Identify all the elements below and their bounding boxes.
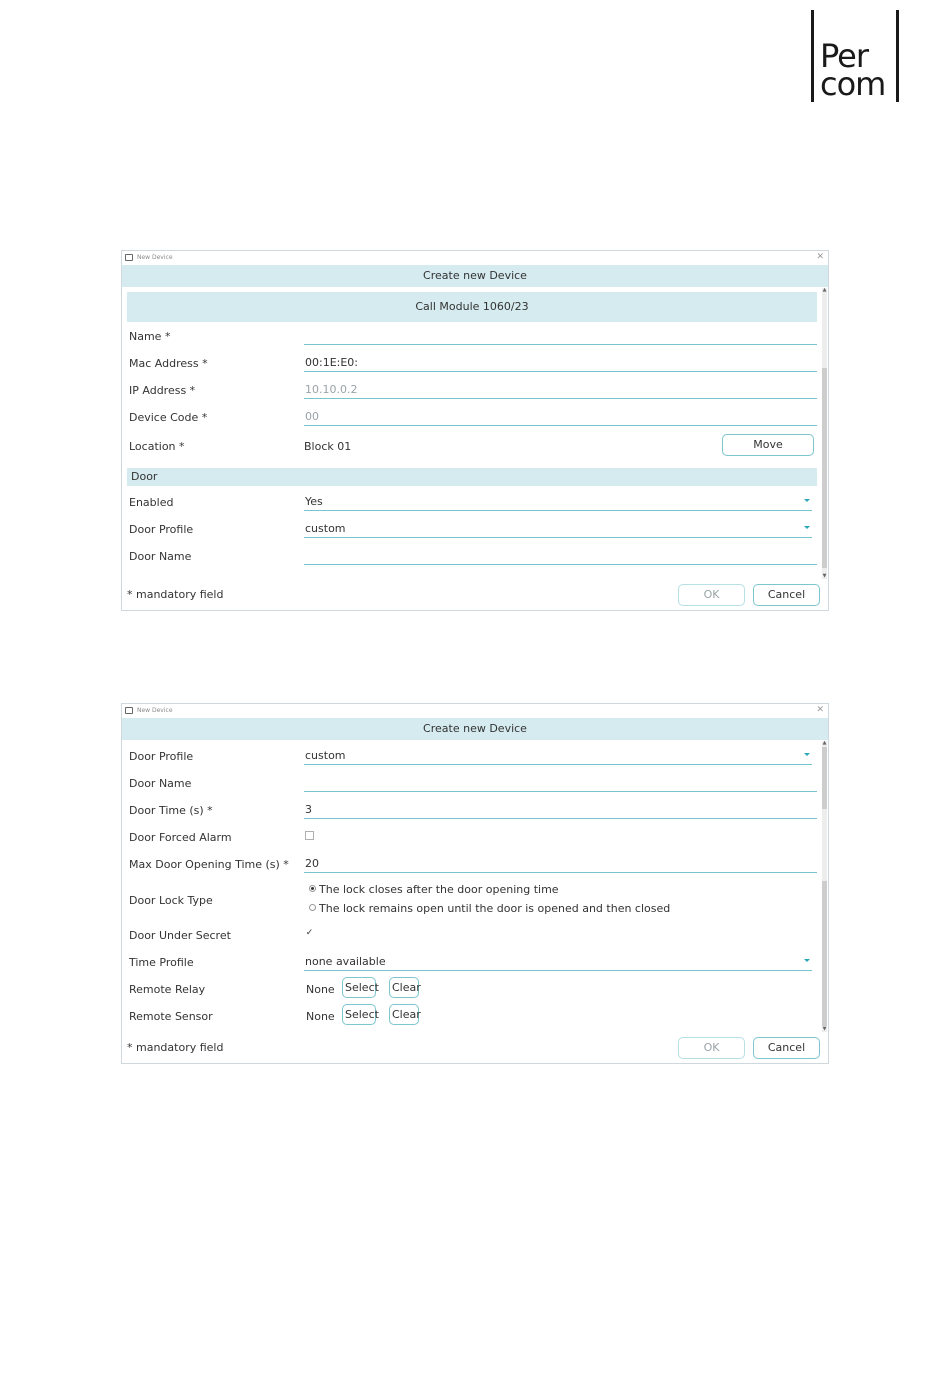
cancel-button[interactable]: Cancel (753, 584, 820, 606)
door-time-label: Door Time (s) * (129, 804, 213, 817)
cancel-button[interactable]: Cancel (753, 1037, 820, 1059)
enabled-dropdown[interactable] (304, 493, 812, 511)
enabled-value: Yes (305, 495, 323, 508)
location-value: Block 01 (304, 440, 352, 453)
lock-option-1-label[interactable]: The lock closes after the door opening time (319, 883, 559, 896)
remote-sensor-label: Remote Sensor (129, 1010, 213, 1023)
scroll-up-icon[interactable]: ▲ (822, 287, 827, 293)
logo-left-bar (811, 10, 814, 102)
device-model-banner: Call Module 1060/23 (127, 292, 817, 322)
remote-sensor-clear-button[interactable]: Clear (389, 1004, 419, 1025)
logo-right-bar (896, 10, 899, 102)
app-icon (125, 707, 133, 714)
window-title: New Device (137, 254, 173, 261)
door-name-label: Door Name (129, 550, 192, 563)
scroll-thumb[interactable] (822, 368, 827, 568)
time-profile-dropdown[interactable] (304, 953, 812, 971)
chevron-down-icon (804, 959, 810, 962)
door-profile-dropdown[interactable] (304, 747, 812, 765)
location-label: Location * (129, 440, 185, 453)
window-titlebar (122, 251, 828, 265)
door-under-secret-checkbox[interactable]: ✓ (305, 928, 314, 938)
logo-line-2: com (820, 65, 886, 103)
chevron-down-icon (804, 526, 810, 529)
remote-relay-label: Remote Relay (129, 983, 206, 996)
dialog-content (127, 289, 817, 579)
remote-relay-clear-button[interactable]: Clear (389, 977, 419, 998)
door-profile-label: Door Profile (129, 750, 194, 763)
door-lock-type-label: Door Lock Type (129, 894, 213, 907)
door-profile-value: custom (305, 522, 346, 535)
door-name-field[interactable] (304, 547, 817, 565)
enabled-label: Enabled (129, 496, 174, 509)
scroll-down-icon[interactable]: ▼ (822, 1026, 827, 1032)
ipercom-logo (809, 10, 901, 104)
door-profile-dropdown[interactable] (304, 520, 812, 538)
close-icon[interactable]: ✕ (816, 252, 824, 262)
device-code-field[interactable]: 00 (304, 408, 817, 426)
move-button[interactable]: Move (722, 434, 814, 456)
door-forced-alarm-checkbox[interactable] (305, 831, 314, 840)
door-name-label: Door Name (129, 777, 192, 790)
dialog-content (127, 742, 817, 1032)
remote-sensor-select-button[interactable]: Select (342, 1004, 376, 1025)
door-under-secret-label: Door Under Secret (129, 929, 231, 942)
scrollbar[interactable] (822, 288, 827, 579)
chevron-down-icon (804, 753, 810, 756)
scroll-up-icon[interactable]: ▲ (822, 740, 827, 746)
door-section-header: Door (127, 468, 817, 486)
door-profile-label: Door Profile (129, 523, 194, 536)
remote-relay-select-button[interactable]: Select (342, 977, 376, 998)
name-label: Name * (129, 330, 171, 343)
mac-address-label: Mac Address * (129, 357, 208, 370)
device-code-label: Device Code * (129, 411, 208, 424)
remote-relay-value: None (306, 983, 335, 996)
time-profile-value: none available (305, 955, 386, 968)
lock-option-2-label[interactable]: The lock remains open until the door is opened and then closed (319, 902, 671, 915)
ip-address-label: IP Address * (129, 384, 196, 397)
max-opening-time-label: Max Door Opening Time (s) * (129, 858, 289, 871)
app-icon (125, 254, 133, 261)
dialog-header: Create new Device (122, 718, 828, 740)
time-profile-label: Time Profile (129, 956, 194, 969)
close-icon[interactable]: ✕ (816, 705, 824, 715)
lock-option-1-radio[interactable] (309, 885, 316, 892)
mac-address-field[interactable]: 00:1E:E0: (304, 354, 817, 372)
chevron-down-icon (804, 499, 810, 502)
new-device-dialog-1 (121, 250, 829, 611)
mandatory-field-note: * mandatory field (127, 1041, 224, 1054)
ok-button[interactable]: OK (678, 1037, 745, 1059)
logo-line-1: Per (820, 37, 868, 75)
door-profile-value: custom (305, 749, 346, 762)
lock-option-2-radio[interactable] (309, 904, 316, 911)
dialog-header: Create new Device (122, 265, 828, 287)
name-field[interactable] (304, 327, 817, 345)
ok-button[interactable]: OK (678, 584, 745, 606)
new-device-dialog-2 (121, 703, 829, 1064)
scroll-down-icon[interactable]: ▼ (822, 573, 827, 579)
scroll-thumb-lower[interactable] (822, 881, 827, 1026)
max-opening-time-field[interactable]: 20 (304, 855, 817, 873)
ip-address-field[interactable]: 10.10.0.2 (304, 381, 817, 399)
scrollbar[interactable] (822, 741, 827, 1032)
door-forced-alarm-label: Door Forced Alarm (129, 831, 232, 844)
window-title: New Device (137, 707, 173, 714)
mandatory-field-note: * mandatory field (127, 588, 224, 601)
door-time-field[interactable]: 3 (304, 801, 817, 819)
scroll-thumb[interactable] (822, 747, 827, 809)
remote-sensor-value: None (306, 1010, 335, 1023)
door-name-field[interactable] (304, 774, 817, 792)
window-titlebar (122, 704, 828, 718)
